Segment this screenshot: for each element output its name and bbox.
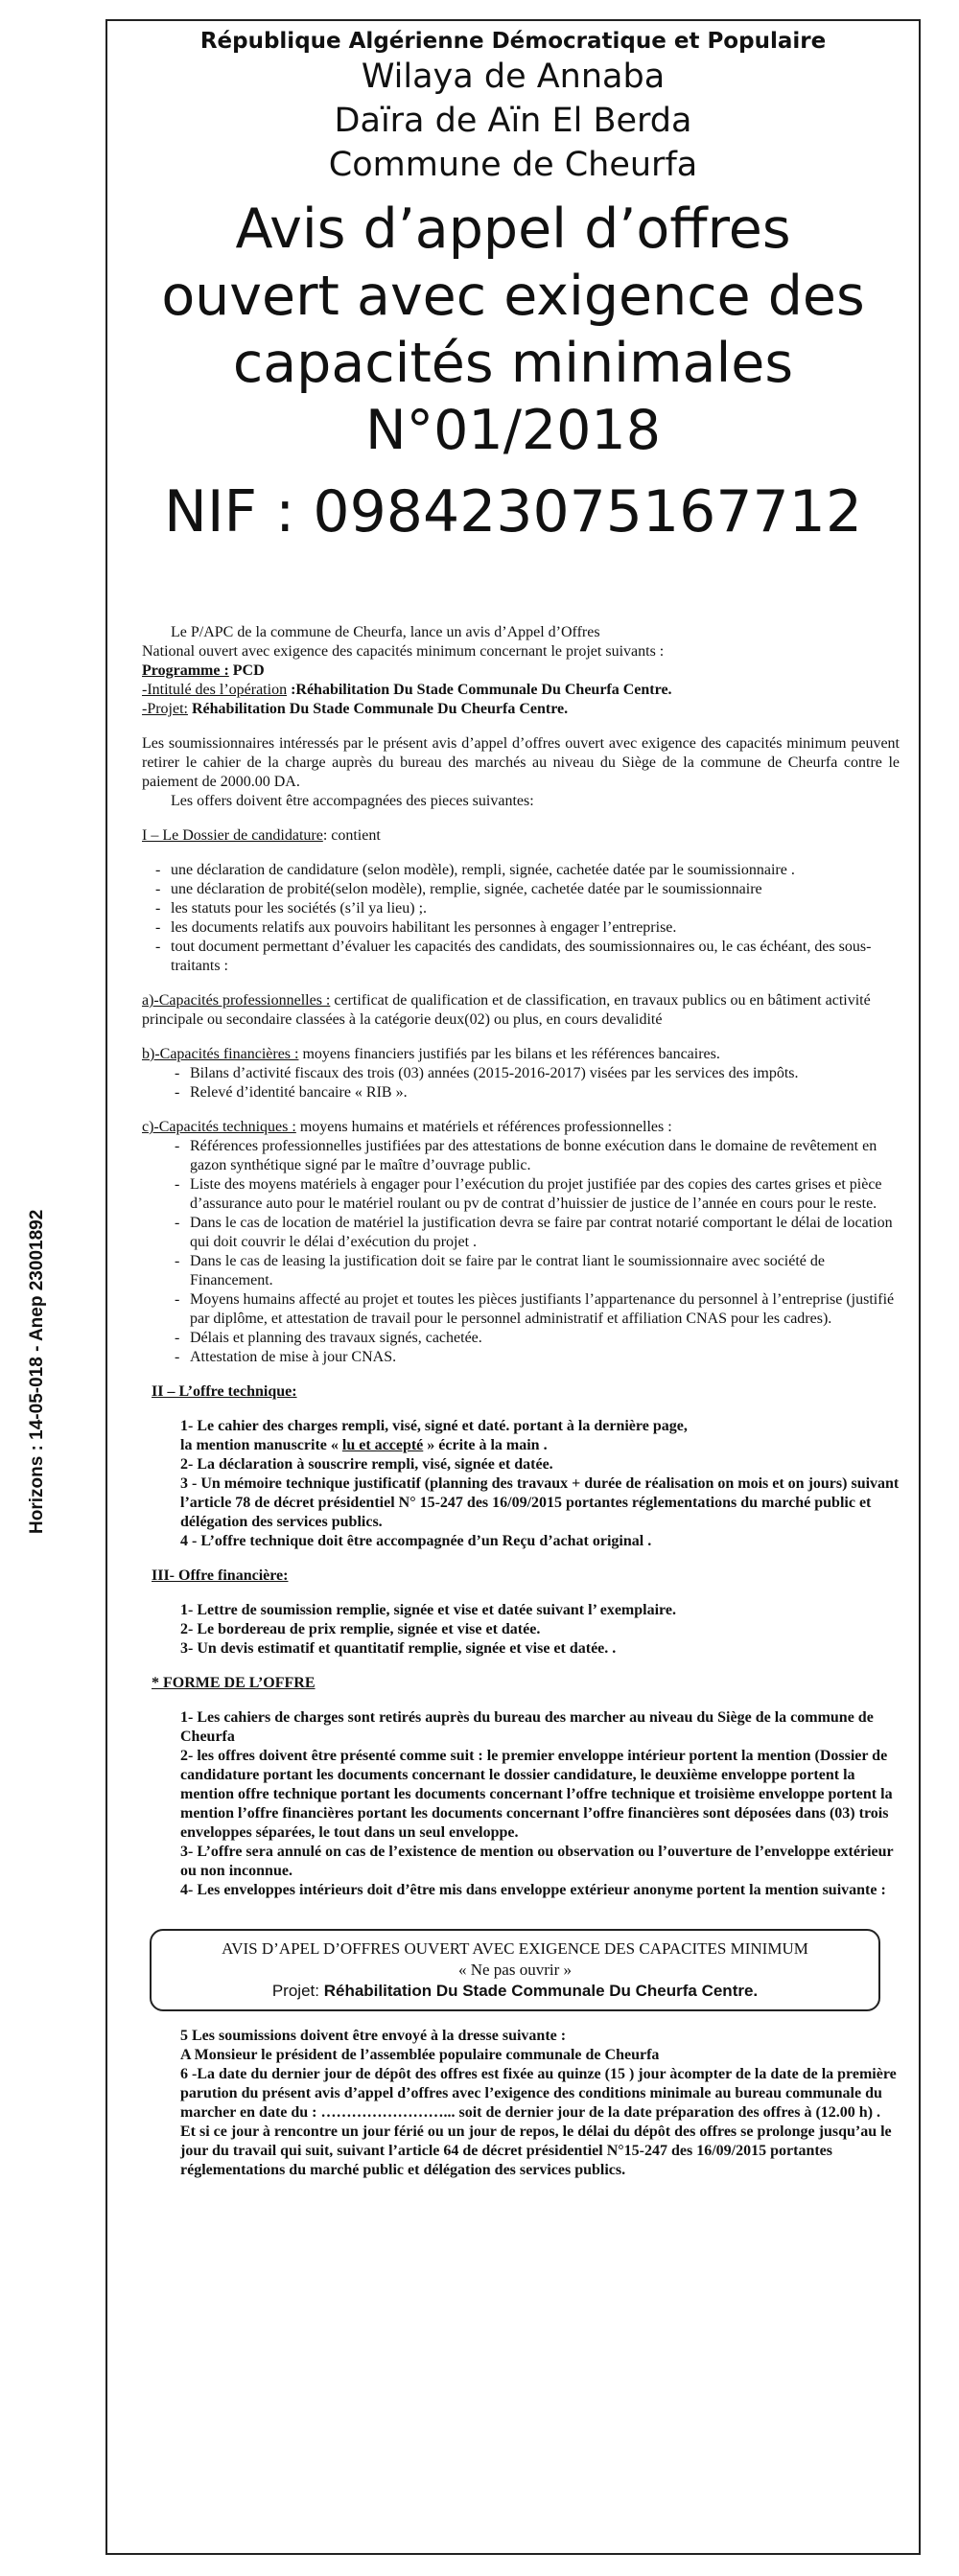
tech-item-1b-post: » écrite à la main . [423,1437,548,1453]
tech-item-4: 4 - L’offre technique doit être accompagnée d’un Reçu d’achat original . [180,1533,652,1549]
closing-section [142,2027,900,2180]
fin-item: 3- Un devis estimatif et quantitatif remplie, signée et vise et datée. . [180,1640,617,1657]
technical-offer-items [142,1417,900,1551]
tech-item-1a: 1- Le cahier des charges rempli, visé, signé et daté. portant à la dernière page, [180,1418,688,1434]
forme-title: * FORME DE L’OFFRE [152,1675,316,1691]
box-projet-line [161,1981,869,2002]
forme-item-2: 2- les offres doivent être présenté comme suit : le premier enveloppe intérieur portent la mention (Dossier de candidature portant les documents concernant le dossier candidature, le deuxième enveloppe portent la mention offre technique portant les documents concernant l’offre technique et troisième enveloppe portent la mention l’offre financières portant les documents concernant l’offre financières sont déposées dans (03) trois enveloppes séparées, le tout dans un seul enveloppe. [180,1748,893,1841]
list-item: - Bilans d’activité fiscaux des trois (03) années (2015-2016-2017) visées par les services des impôts. [180,1064,900,1083]
projet-label: -Projet: [142,701,188,717]
intro-line-1: Le P/APC de la commune de Cheurfa, lance un avis d’Appel d’Offres [171,624,600,640]
closing-item-6: 6 -La date du dernier jour de dépôt des offres est fixée au quinze (15 ) jour àcompter de la date de la première parution du présent avis d’appel d’offres avec l’exigence des conditions minimale au bureau communale du marcher en date du : ……………………... soit de dernier jour de la date préparation des offres à (12.00 h) . [180,2066,897,2121]
financial-offer-items [142,1601,900,1659]
box-line-1: AVIS D’APEL D’OFFRES OUVERT AVEC EXIGENCE DES CAPACITES MINIMUM [222,1939,808,1958]
list-item: - Moyens humains affecté au projet et toutes les pièces justifiants l’appartenance du personnel à l’entreprise (justifié par diplôme, et attestation de travail pour le personnel administratif et affiliation CNAS pour les cadres). [180,1290,900,1329]
section-1-title: I – Le Dossier de candidature [142,827,323,844]
programme-label: Programme : [142,662,229,679]
cap-b-label: b)-Capacités financières : [142,1046,299,1062]
forme-item-1: 1- Les cahiers de charges sont retirés auprès du bureau des marcher au niveau du Siège de la commune de Cheurfa [180,1709,874,1745]
list-item: - les documents relatifs aux pouvoirs habilitant les personnes à engager l’entreprise. [161,918,900,938]
notice-title-line-1: Avis d’appel d’offres [235,197,791,261]
capacites-professionnelles [142,991,900,1030]
list-item: - Dans le cas de location de matériel la justification devra se faire par contrat notarié comportant le délai de location qui doit couvrir le délai d’exécution du projet . [180,1214,900,1252]
envelope-mention-box [150,1929,880,2011]
fin-item: 2- Le bordereau de prix remplie, signée et vise et datée. [180,1621,541,1637]
nif-number: NIF : 098423075167712 [163,478,863,545]
tech-item-3: 3 - Un mémoire technique justificatif (planning des travaux + durée de réalisation on mois et on jours) suivant l’article 78 de décret présidentiel N° 15-247 des 16/09/2015 portantes réglementations du marché public et délégation des services publics. [180,1475,900,1530]
box-line-2: « Ne pas ouvrir » [457,1961,573,1979]
list-item: - une déclaration de probité(selon modèle), remplie, signée, cachetée datée par le soumissionnaire [161,880,900,899]
list-item: - Dans le cas de leasing la justification doit se faire par le contrat liant le soumissionnaire avec société de Financement. [180,1252,900,1290]
section-1-suffix: : contient [322,827,381,844]
list-item: - une déclaration de candidature (selon modèle), rempli, signée, cachetée datée par le soumissionnaire . [161,861,900,880]
list-item: - Attestation de mise à jour CNAS. [180,1348,900,1367]
projet-value: Réhabilitation Du Stade Communale Du Cheurfa Centre. [188,701,569,717]
republic-line: République Algérienne Démocratique et Populaire [199,29,827,54]
box-projet-value: Réhabilitation Du Stade Communale Du Cheurfa Centre. [318,1982,759,2000]
fin-item: 1- Lettre de soumission remplie, signée et vise et datée suivant l’ exemplaire. [180,1602,676,1618]
tech-item-1b-mid: lu et accepté [341,1437,424,1453]
list-item: - Délais et planning des travaux signés, cachetée. [180,1329,900,1348]
tech-item-1b-pre: la mention manuscrite « [180,1437,342,1453]
intitule-label: -Intitulé des l’opération [142,682,288,698]
closing-last: Et si ce jour à rencontre un jour férié ou un jour de repos, le délai du dépôt des offres se prolonge jusqu’au le jour du travail qui suit, suivant l’article 64 de décret présidentiel N°15-247 des 16/09/2015 portantes réglementations du marché public et délégation des services publics. [180,2123,892,2178]
forme-item-4: 4- Les enveloppes intérieurs doit d’être mis dans enveloppe extérieur anonyme portent la mention suivante : [180,1882,886,1898]
intitule-line [142,681,900,700]
list-item: - tout document permettant d’évaluer les capacités des candidats, des soumissionnaires ou, le cas échéant, des sous-traitants : [161,938,900,976]
intro-line-2: National ouvert avec exigence des capacités minimum concernant le projet suivants : [142,643,665,660]
cap-a-label: a)-Capacités professionnelles : [142,992,331,1009]
list-item: - les statuts pour les sociétés (s’il ya lieu) ;. [161,899,900,918]
document-header [105,29,921,550]
box-projet-label: Projet: [271,1982,319,2000]
side-text: Horizons : 14-05-018 - Anep 23001892 [27,1209,47,1534]
list-item: - Références professionnelles justifiées par des attestations de bonne exécution dans le domaine de revêtement en gazon synthétique signé par le maître d’ouvrage public. [180,1137,900,1175]
forme-items [142,1708,900,1900]
programme-value: PCD [228,662,265,679]
section-3-title: III- Offre financière: [152,1567,289,1584]
notice-title-line-2: ouvert avec exigence des [161,265,865,328]
withdrawal-paragraph: Les soumissionnaires intéressés par le présent avis d’appel d’offres ouvert avec exigence des capacités minimum peuvent retirer le cahier de la charge auprès du bureau des marchés au niveau du Siège de la commune de Cheurfa contre le paiement de 2000.00 DA. [142,735,900,790]
closing-item-5: 5 Les soumissions doivent être envoyé à la dresse suivante : [180,2028,567,2044]
cap-a-text: certificat de qualification et de classification, en travaux publics ou en bâtiment activité principale ou secondaire classées à la catégorie deux(02) ou plus, en cours devalidité [142,992,871,1028]
capacites-financieres [142,1045,900,1064]
candidature-list [142,861,900,976]
programme-line [142,661,900,681]
commune-line: Commune de Cheurfa [328,146,698,184]
notice-body [142,623,900,2180]
daira-line: Daïra de Aïn El Berda [334,102,692,140]
notice-number: N°01/2018 [365,399,661,462]
offers-accompanied-line: Les offers doivent être accompagnées des pieces suivantes: [171,793,534,809]
intitule-value: :Réhabilitation Du Stade Communale Du Cheurfa Centre. [287,682,672,698]
closing-address: A Monsieur le président de l’assemblée populaire communale de Cheurfa [180,2047,660,2063]
tech-item-1b [180,1436,900,1455]
tech-item-2: 2- La déclaration à souscrire rempli, visé, signée et datée. [180,1456,553,1473]
forme-item-3: 3- L’offre sera annulé on cas de l’existence de mention ou observation ou l’ouverture de l’enveloppe extérieur ou non inconnue. [180,1844,894,1879]
technical-list [142,1137,900,1367]
cap-c-label: c)-Capacités techniques : [142,1119,296,1135]
projet-line [142,700,900,719]
cap-b-text: moyens financiers justifiés par les bilans et les références bancaires. [298,1046,720,1062]
cap-c-text: moyens humains et matériels et références professionnelles : [295,1119,672,1135]
list-item: - Liste des moyens matériels à engager pour l’exécution du projet justifiée par des copies des cartes grises et pièce d’assurance auto pour le matériel roulant ou pv de contrat d’huissier de justice de l’année en cours pour le reste. [180,1175,900,1214]
wilaya-line: Wilaya de Annaba [361,58,666,96]
financial-list [142,1064,900,1102]
section-1-heading [142,826,900,846]
notice-title-line-3: capacités minimales [232,332,794,395]
list-item: - Relevé d’identité bancaire « RIB ». [180,1083,900,1102]
capacites-techniques [142,1118,900,1137]
section-2-title: II – L’offre technique: [152,1383,297,1400]
